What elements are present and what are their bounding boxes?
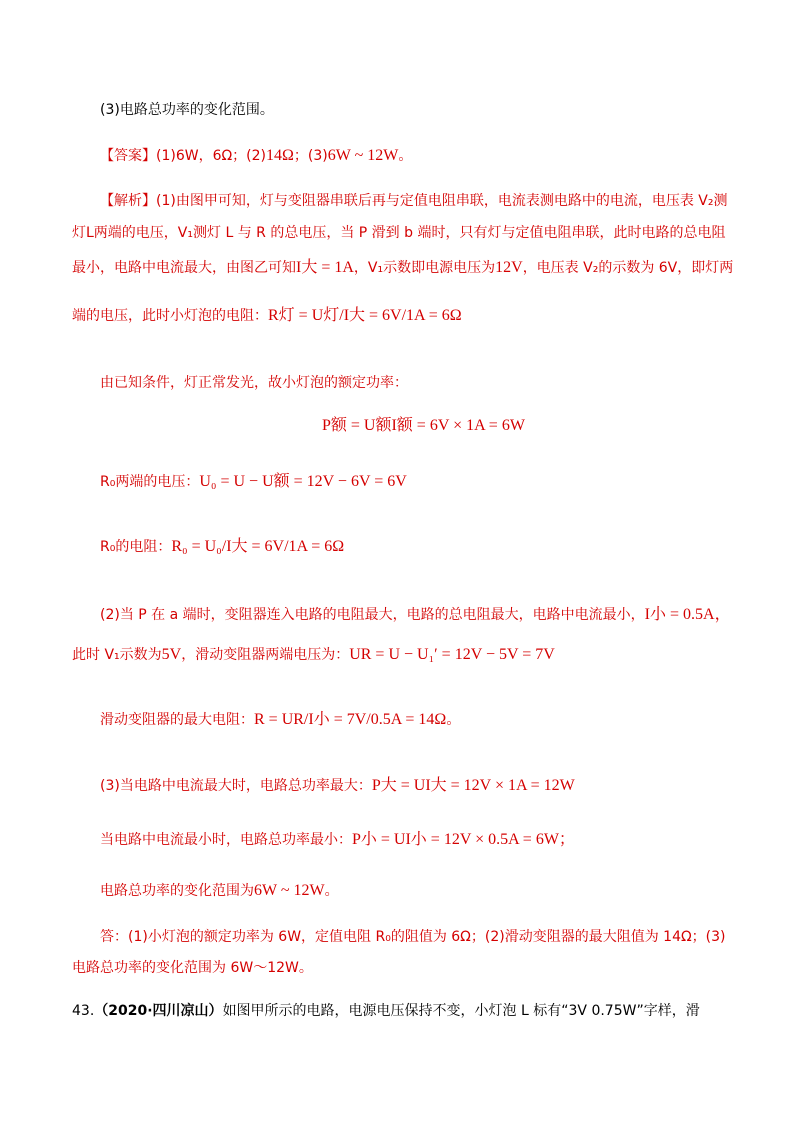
pmin-label: 当电路中电流最小时，电路总功率最小：: [100, 832, 352, 848]
part3-text: (3)当电路中电流最大时，电路总功率最大：: [100, 778, 372, 794]
analysis-text-3c: ，电压表 V₂的示数为 6V，即灯两: [522, 260, 734, 276]
formula-rated-power: P额 = U额I额 = 6V × 1A = 6W: [322, 417, 525, 434]
r0-line: [100, 537, 344, 557]
rmax-line: [100, 710, 460, 730]
part2-text-2a: 此时 V₁示数为: [72, 647, 162, 663]
final-answer-line-1: 答：(1)小灯泡的额定功率为 6W，定值电阻 R₀的阻值为 6Ω；(2)滑动变阻器的最大阻值为 14Ω；(3): [100, 929, 726, 945]
analysis-line-4: [72, 306, 462, 326]
rated-power-intro: 由已知条件，灯正常发光，故小灯泡的额定功率：: [100, 375, 408, 391]
question-43-number: 43.: [72, 1003, 95, 1019]
formula-pmin: P小 = UI小 = 12V × 0.5A = 6W；: [352, 831, 575, 848]
final-answer-line-2: 电路总功率的变化范围为 6W～12W。: [72, 960, 313, 976]
u0-label: R₀两端的电压：: [100, 474, 200, 490]
formula-r-lamp: R灯 = U灯/I大 = 6V/1A = 6Ω: [268, 307, 462, 324]
answer-line: [100, 146, 412, 166]
answer-value-3: 6W ~ 12W: [327, 147, 399, 164]
question-43: [72, 1001, 700, 1021]
rmax-label: 滑动变阻器的最大电阻：: [100, 712, 254, 728]
formula-ur: UR = U − U₁′ = 12V − 5V = 7V: [349, 646, 555, 663]
part2-line-1: [100, 605, 731, 625]
part2-text-2b: ，滑动变阻器两端电压为：: [181, 647, 350, 663]
formula-i-min: I小 = 0.5A，: [644, 606, 731, 623]
part3-line: [100, 776, 575, 796]
analysis-line-2: 灯L两端的电压，V₁测灯 L 与 R 的总电压，当 P 滑到 b 端时，只有灯与定值电阻串联，此时电路的总电阻: [72, 225, 726, 241]
pmin-line: [100, 830, 575, 850]
analysis-line-1: [100, 191, 727, 211]
question-3-title: (3)电路总功率的变化范围。: [100, 102, 274, 118]
range-line: [100, 881, 339, 901]
u0-line: [100, 472, 407, 492]
range-label: 电路总功率的变化范围为: [100, 883, 254, 899]
answer-end: 。: [398, 148, 413, 164]
rmax-end: 。: [446, 712, 461, 728]
analysis-line-3: [72, 258, 733, 278]
part2-text-1: (2)当 P 在 a 端时，变阻器连入电路的电阻最大，电路的总电阻最大，电路中电流最小，: [100, 607, 645, 623]
analysis-text-3a: 最小，电路中电流最大，由图乙可知: [72, 260, 296, 276]
range-end: 。: [324, 883, 339, 899]
answer-sep: ；(3): [293, 148, 328, 164]
r0-label: R₀的电阻：: [100, 539, 172, 555]
analysis-text-1: (1)由图甲可知，灯与变阻器串联后再与定值电阻串联，电流表测电路中的电流，电压表 V₂测: [156, 193, 728, 209]
answer-part1: (1)6W，6Ω；(2): [156, 148, 267, 164]
formula-rmax: R = UR/I小 = 7V/0.5A = 14Ω: [254, 711, 447, 728]
analysis-tag: 【解析】: [100, 193, 156, 209]
formula-u0: U₀ = U − U额 = 12V − 6V = 6V: [199, 473, 407, 490]
question-43-text: 如图甲所示的电路，电源电压保持不变，小灯泡 L 标有“3V 0.75W”字样，滑: [222, 1003, 700, 1019]
answer-tag: 【答案】: [100, 148, 156, 164]
analysis-text-4a: 端的电压，此时小灯泡的电阻：: [72, 308, 268, 324]
formula-pmax: P大 = UI大 = 12V × 1A = 12W: [371, 777, 575, 794]
part2-line-2: [72, 645, 555, 665]
question-43-source: （2020·四川凉山）: [94, 1003, 223, 1019]
range-value: 6W ~ 12W: [254, 882, 325, 899]
formula-i-max: I大 = 1A: [296, 259, 354, 276]
value-source-voltage: 12V: [495, 259, 523, 276]
formula-r0: R₀ = U₀/I大 = 6V/1A = 6Ω: [171, 538, 345, 555]
value-v1: 5V: [161, 646, 182, 663]
analysis-text-3b: ，V₁示数即电源电压为: [353, 260, 496, 276]
answer-value-2: 14Ω: [266, 147, 294, 164]
